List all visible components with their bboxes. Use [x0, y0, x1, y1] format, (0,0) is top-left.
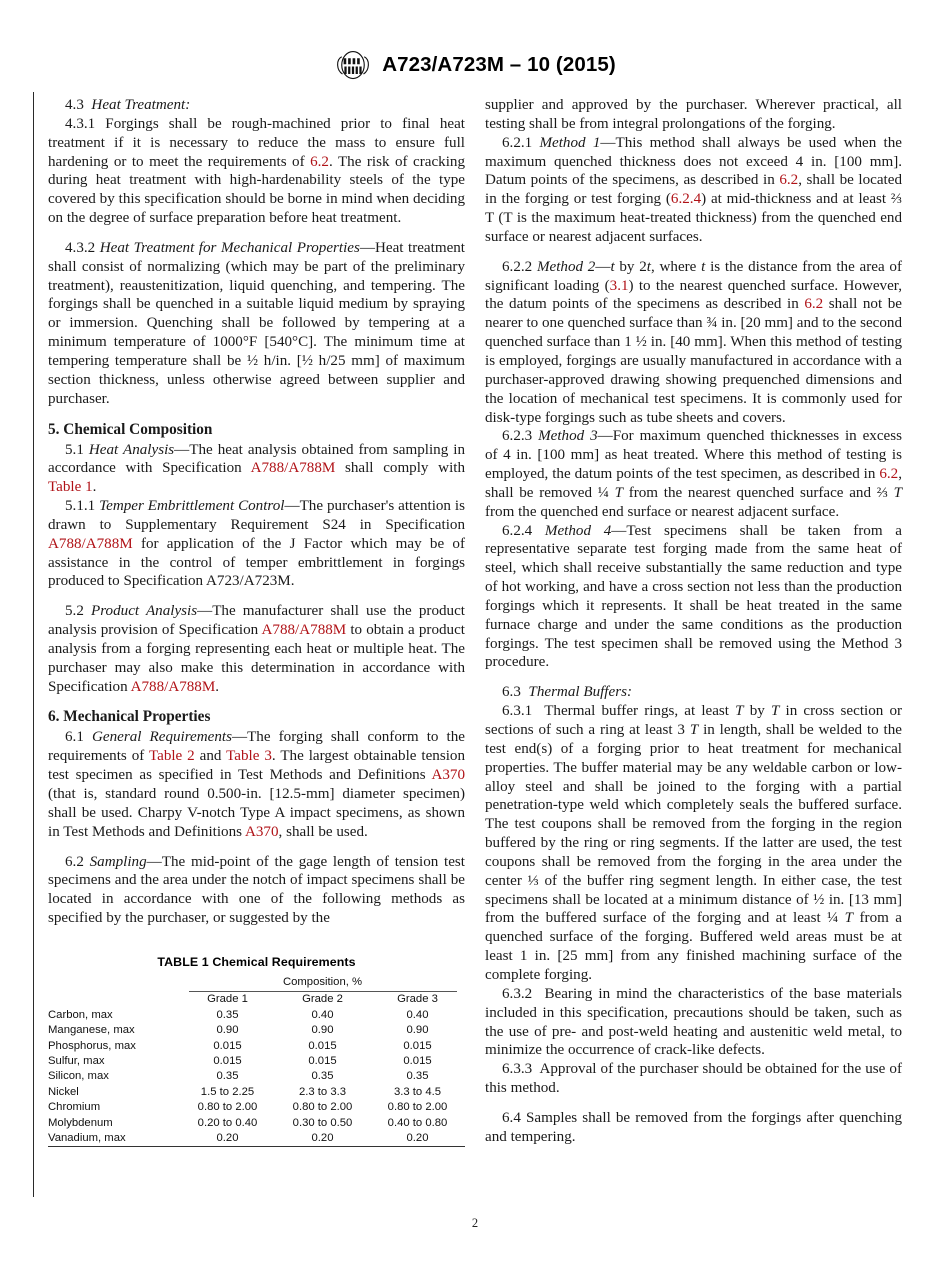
- table-cell-grade-1: 0.20 to 0.40: [197, 1116, 258, 1129]
- table-cell-element-name: Manganese, max: [48, 1024, 135, 1037]
- paragraph-6-2-2: 6.2.2 Method 2—t by 2t, where t is the distance from the area of significant loading (3.1) to the nearest quenched surface. However, the datum points of the specimens as described in 6.2 shall not be nearer to one quenched surface than ¾ in. [20 mm] and to the second quenched surface than 1 ½ in. [40 mm]. When this method of testing is employed, forgings are usually manufactured in accordance with a purchaser-approved drawing showing prequenched dimensions and the location of mechanical test specimens. It is commonly used for disk-type forgings such as tube sheets and covers.: [485, 258, 902, 426]
- paragraph-6-2-4: 6.2.4 Method 4—Test specimens shall be taken from a representative separate test forging made from the same heat of steel, which shall receive substantially the same reduction and type of hot working, and have a cross section not less than the production forgings which it represents. It shall be heat treated in the same furnace charge and under the same conditions as the production forgings. The test specimen shall be removed using the Method 3 procedure.: [485, 522, 902, 671]
- cross-ref-6-2[interactable]: 6.2: [804, 296, 824, 313]
- paragraph-6-1: 6.1 General Requirements—The forging shall conform to the requirements of Table 2 and Table 3. The largest obtainable tension test specimen as specified in Test Methods and Definitions A370 (that is, standard round 0.500-in. [12.5-mm] diameter specimen) shall be used. Charpy V-notch Type A impact specimens, as shown in Test Methods and Definitions A370, shall be used.: [48, 729, 465, 840]
- table-body: [48, 1008, 465, 1147]
- page-left-rule: [33, 92, 34, 1197]
- section-heading-6: 6. Mechanical Properties: [48, 708, 211, 726]
- table-cell-element-name: Molybdenum: [48, 1116, 113, 1129]
- cross-ref-6-2[interactable]: 6.2: [879, 466, 899, 483]
- cross-ref-6-2-4[interactable]: 6.2.4: [670, 191, 702, 208]
- table-cell-grade-1: 0.90: [216, 1024, 239, 1037]
- para-number: 6.3.1: [502, 703, 533, 720]
- cross-ref-a788[interactable]: A788/A788M: [48, 535, 133, 552]
- para-title: Method 4: [544, 522, 612, 539]
- astm-logo-icon: [334, 50, 372, 80]
- section-heading-5: 5. Chemical Composition: [48, 420, 213, 438]
- table-row: [48, 1054, 465, 1069]
- table-row: [48, 1100, 465, 1115]
- composition-span-header: Composition, %: [189, 975, 457, 992]
- page-header: [0, 48, 950, 82]
- para-number: 4.3: [65, 97, 84, 113]
- table-cell-element-name: Carbon, max: [48, 1008, 113, 1021]
- para-title: Sampling: [89, 853, 147, 870]
- para-title: Thermal Buffers:: [528, 684, 632, 701]
- table-cell-grade-2: 0.35: [311, 1070, 334, 1083]
- para-number: 6.3.3: [502, 1061, 533, 1078]
- cross-ref-a788[interactable]: A788/A788M: [130, 678, 216, 695]
- table-cell-element-name: Sulfur, max: [48, 1054, 105, 1067]
- paragraph-6-4: 6.4 Samples shall be removed from the forgings after quenching and tempering.: [485, 1109, 902, 1145]
- table-cell-element-name: Chromium: [48, 1101, 101, 1114]
- para-number: 4.3.2: [65, 239, 96, 256]
- paragraph-5-1-1: 5.1.1 Temper Embrittlement Control—The purchaser's attention is drawn to Supplementary Requirement S24 in Specification A788/A788M for application of the J Factor which may be of assistance in the control of temper embrittlement in forgings produced to Specification A723/A723M.: [48, 498, 465, 590]
- cross-ref-table-1[interactable]: Table 1: [48, 479, 93, 496]
- table-cell-grade-3: 0.40: [406, 1008, 429, 1021]
- para-number: 5.2: [65, 603, 84, 620]
- table-cell-grade-1: 0.015: [213, 1039, 242, 1052]
- para-title: General Requirements: [91, 729, 232, 746]
- paragraph-6-3: [485, 683, 902, 702]
- table-cell-grade-1: 0.35: [216, 1008, 239, 1021]
- paragraph-6-3-3: 6.3.3 Approval of the purchaser should be obtained for the use of this method.: [485, 1061, 902, 1097]
- paragraph-6-2: 6.2 Sampling—The mid-point of the gage length of tension test specimens and the area under the notch of impact specimens shall be located in accordance with one of the following methods as specified by the purchaser, or suggested by the: [48, 853, 465, 927]
- table-cell-element-name: Nickel: [48, 1085, 79, 1098]
- paragraph-6-2-1: 6.2.1 Method 1—This method shall always be used when the maximum quenched thickness does not exceed 4 in. [100 mm]. Datum points of the specimens, as described in 6.2, shall be located in the forging or test forging (6.2.4) at mid-thickness and at least ⅔ T (T is the maximum heat-treated thickness) from the quenched end surface or nearest adjacent surfaces.: [485, 134, 903, 245]
- table-cell-grade-2: 0.90: [311, 1024, 334, 1037]
- cross-ref-3-1[interactable]: 3.1: [609, 277, 629, 294]
- para-number: 6.1: [65, 729, 84, 746]
- table-cell-grade-3: 0.35: [406, 1070, 429, 1083]
- table-cell-element-name: Phosphorus, max: [48, 1039, 136, 1052]
- cross-ref-table-3[interactable]: Table 3: [226, 748, 272, 765]
- page-title: A723/A723M – 10 (2015): [382, 53, 616, 76]
- para-number: 6.2: [65, 853, 84, 870]
- cross-ref-6-2[interactable]: 6.2: [310, 153, 329, 170]
- table-cell-grade-2: 0.015: [308, 1039, 337, 1052]
- para-number: 5.1: [65, 441, 84, 458]
- table-caption: TABLE 1 Chemical Requirements: [157, 954, 356, 969]
- table-cell-element-name: Vanadium, max: [48, 1131, 180, 1147]
- paragraph-continuation: supplier and approved by the purchaser. Wherever practical, all testing shall be from integral prolongations of the forging.: [485, 97, 902, 132]
- cross-ref-a788[interactable]: A788/A788M: [250, 460, 336, 477]
- para-title: Heat Treatment:: [91, 97, 191, 113]
- table-row: [48, 1008, 465, 1023]
- para-number: 6.2.1: [502, 134, 533, 151]
- blank-header-cell: [48, 992, 180, 1007]
- para-number: 6.3: [502, 684, 521, 701]
- para-title: Method 2: [536, 258, 596, 275]
- table-cell-grade-3: 0.20: [370, 1131, 465, 1147]
- table-cell-grade-1: 0.015: [213, 1054, 242, 1067]
- paragraph-4-3-1: 4.3.1 Forgings shall be rough-machined prior to final heat treatment if it is necessary to reduce the mass to ensure full hardening or to meet the requirements of 6.2. The risk of cracking during heat treatment with high-hardenability steels of the type covered by this specification should be borne in mind when deciding on the degree of surface preparation before heat treatment.: [48, 115, 466, 227]
- table-row: [48, 1131, 465, 1147]
- body-columns: [48, 96, 903, 1147]
- para-title: Method 3: [538, 428, 598, 445]
- table-cell-grade-2: 0.015: [308, 1054, 337, 1067]
- cross-ref-6-2[interactable]: 6.2: [779, 172, 799, 189]
- paragraph-6-3-1: 6.3.1 Thermal buffer rings, at least T by T in cross section or sections of such a ring at least 3 T in length, shall be welded to the test end(s) of a forging prior to heat treatment for mechanical properties. The buffer material may be any weldable carbon or low-alloy steel and shall be joined to the forging with a partial penetration-type weld which completely seals the buffered surface. The test coupons shall be removed from the forging in the region buffered by the ring or ring segments. If the latter are used, the test coupons shall be removed from the forging in the area under the center ⅓ of the buffer ring segment length. In either case, the test specimens shall be located at a minimum distance of ½ in. [13 mm] from the buffered surface of the forging and at least ¼ T from a quenched surface of the forging. Buffered weld areas must be at least 1 in. [25 mm] from any finished machining surface of the complete forging.: [485, 703, 903, 983]
- cross-ref-a370[interactable]: A370: [244, 823, 279, 840]
- table-cell-grade-2: 0.20: [275, 1131, 370, 1147]
- table-span-header-row: [48, 975, 465, 992]
- table-cell-grade-3: 0.015: [403, 1039, 432, 1052]
- table-column-header-row: [48, 992, 465, 1007]
- cross-ref-a788[interactable]: A788/A788M: [261, 622, 347, 639]
- table-row: [48, 1085, 465, 1100]
- para-number: 5.1.1: [65, 498, 96, 515]
- table-cell-grade-3: 0.40 to 0.80: [387, 1116, 448, 1129]
- paragraph-4-3: [48, 96, 465, 115]
- table-cell-grade-1: 1.5 to 2.25: [200, 1085, 255, 1098]
- table-cell-grade-2: 0.80 to 2.00: [292, 1101, 353, 1114]
- table-row: [48, 1069, 465, 1084]
- para-title: Heat Treatment for Mechanical Properties: [99, 239, 360, 256]
- table-cell-grade-1: 0.80 to 2.00: [197, 1101, 258, 1114]
- row-name-header: [48, 975, 180, 992]
- cross-ref-a370[interactable]: A370: [431, 767, 465, 784]
- para-title: Heat Analysis: [88, 441, 175, 458]
- paragraph-4-3-2: 4.3.2 Heat Treatment for Mechanical Properties—Heat treatment shall consist of normalizing (which may be part of the preliminary treatment), reaustenitization, liquid quenching, and tempering. The forgings shall be quenched in a suitable liquid medium by spraying or immersion. Quenching shall be followed by tempering at a minimum temperature of 1000°F [540°C]. The minimum time at tempering temperature shall be ½ h/in. [½ h/25 mm] of maximum section thickness, unless otherwise agreed between supplier and purchaser.: [48, 239, 466, 407]
- paragraph-5-1: 5.1 Heat Analysis—The heat analysis obtained from sampling in accordance with Specification A788/A788M shall comply with Table 1.: [48, 441, 465, 496]
- paragraph-6-3-2: 6.3.2 Bearing in mind the characteristics of the base materials included in this specification, precautions should be taken, such as the use of pre- and post-weld heating and austenitic weld metal, to minimize the occurrence of crack-like defects.: [485, 985, 902, 1059]
- chemical-requirements-table: [48, 975, 465, 1147]
- table-cell-grade-3: 0.80 to 2.00: [387, 1101, 448, 1114]
- page-number: 2: [471, 1216, 479, 1230]
- para-title: Method 1: [539, 134, 601, 151]
- column-header-grade-2: Grade 2: [302, 993, 343, 1006]
- table-cell-grade-2: 2.3 to 3.3: [298, 1085, 347, 1098]
- para-title: Temper Embrittlement Control: [99, 498, 285, 515]
- para-number: 6.2.3: [502, 428, 533, 445]
- table-row: [48, 1023, 465, 1038]
- table-row: [48, 1116, 465, 1131]
- table-cell-element-name: Silicon, max: [48, 1070, 109, 1083]
- right-column: [485, 96, 902, 1147]
- table-row: [48, 1039, 465, 1054]
- table-1-container: [48, 955, 465, 1147]
- column-header-grade-3: Grade 3: [397, 993, 438, 1006]
- table-cell-grade-1: 0.20: [180, 1131, 275, 1147]
- para-number: 6.4: [502, 1109, 521, 1126]
- paragraph-6-2-3: 6.2.3 Method 3—For maximum quenched thicknesses in excess of 4 in. [100 mm] as heat treated. Where this method of testing is employed, the datum points of the test specimen, as described in 6.2, shall be removed ¼ T from the nearest quenched surface and ⅔ T from the quenched end surface or nearest adjacent surface.: [485, 428, 902, 520]
- table-cell-grade-2: 0.40: [311, 1008, 334, 1021]
- para-number: 6.3.2: [502, 985, 533, 1002]
- para-title: Product Analysis: [91, 603, 198, 620]
- para-number: 4.3.1: [65, 115, 96, 132]
- left-column: [48, 96, 465, 1147]
- table-cell-grade-2: 0.30 to 0.50: [292, 1116, 353, 1129]
- table-cell-grade-3: 0.015: [403, 1054, 432, 1067]
- column-header-grade-1: Grade 1: [207, 993, 248, 1006]
- cross-ref-table-2[interactable]: Table 2: [148, 748, 195, 765]
- table-cell-grade-3: 3.3 to 4.5: [393, 1085, 442, 1098]
- para-number: 6.2.4: [502, 522, 533, 539]
- table-cell-grade-3: 0.90: [406, 1024, 429, 1037]
- table-cell-grade-1: 0.35: [216, 1070, 239, 1083]
- para-number: 6.2.2: [502, 258, 533, 275]
- paragraph-5-2: 5.2 Product Analysis—The manufacturer shall use the product analysis provision of Specification A788/A788M to obtain a product analysis from a forging representing each heat or multiple heat. The purchaser may also make this determination in accordance with Specification A788/A788M.: [48, 603, 465, 695]
